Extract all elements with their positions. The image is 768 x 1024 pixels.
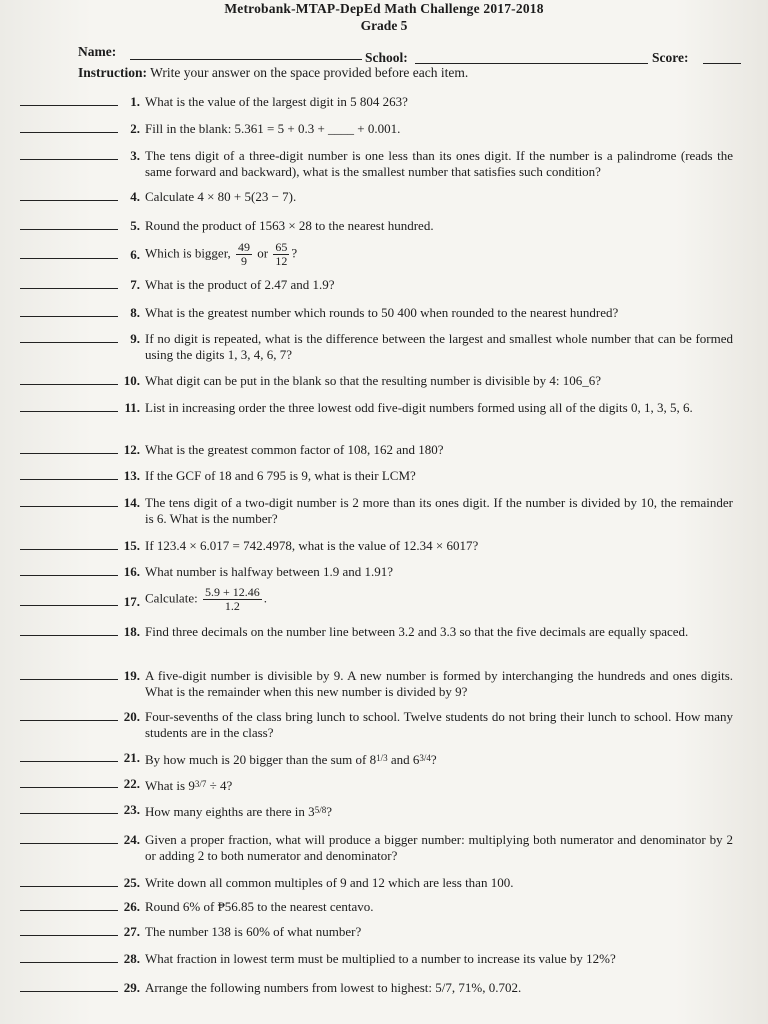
question-number: 4.: [130, 189, 140, 204]
fraction: [273, 241, 289, 268]
question-number: 16.: [123, 564, 140, 579]
answer-blank-26[interactable]: [20, 910, 118, 911]
question-number: 22.: [123, 776, 140, 791]
question-number: 7.: [130, 277, 140, 292]
question-text: What number is halfway between 1.9 and 1.91?: [145, 564, 394, 579]
question-text: The tens digit of a two-digit number is 2 more than its ones digit. If the number is divided by 10, the remainder is 6. What is the number?: [145, 495, 733, 526]
question-text-part: and 6: [387, 752, 420, 767]
answer-blank-23[interactable]: [20, 813, 118, 814]
question-text: [145, 750, 733, 768]
question-text: Four-sevenths of the class bring lunch to school. Twelve students do not bring their lunch to school. How many students are in the class?: [145, 709, 733, 740]
mixed-fraction: 1/3: [376, 753, 388, 763]
question-number: 18.: [123, 624, 140, 639]
question-text: What is the product of 2.47 and 1.9?: [145, 277, 335, 292]
question-number: 3.: [130, 148, 140, 163]
question-text: What digit can be put in the blank so that the resulting number is divisible by 4: 106_6?: [145, 373, 602, 388]
answer-blank-8[interactable]: [20, 316, 118, 317]
question-text: List in increasing order the three lowest odd five-digit numbers formed using all of the digits 0, 1, 3, 5, 6.: [145, 400, 693, 415]
answer-blank-9[interactable]: [20, 342, 118, 343]
answer-blank-1[interactable]: [20, 105, 118, 106]
question-text: Write down all common multiples of 9 and 12 which are less than 100.: [145, 875, 514, 890]
question-number: 11.: [124, 400, 140, 415]
question-number: 6.: [130, 247, 140, 262]
score-label: Score:: [652, 50, 689, 65]
question-number: 20.: [123, 709, 140, 724]
answer-blank-5[interactable]: [20, 229, 118, 230]
answer-blank-20[interactable]: [20, 720, 118, 721]
question-text-part: Which is bigger,: [145, 245, 231, 261]
name-label: Name:: [78, 44, 117, 59]
question-text-part: Calculate:: [145, 590, 198, 606]
question-number: 13.: [123, 468, 140, 483]
question-text: What is the greatest number which rounds to 50 400 when rounded to the nearest hundred?: [145, 305, 619, 320]
question-text: Round 6% of ₱56.85 to the nearest centavo.: [145, 899, 374, 914]
answer-blank-10[interactable]: [20, 384, 118, 385]
school-label: School:: [365, 50, 408, 65]
answer-blank-17[interactable]: [20, 605, 118, 606]
question-number: 21.: [123, 750, 140, 765]
question-text: [145, 802, 733, 820]
mixed-fraction: 3/4: [419, 753, 431, 763]
question-number: 10.: [123, 373, 140, 388]
question-number: 12.: [123, 442, 140, 457]
question-text: If the GCF of 18 and 6 795 is 9, what is their LCM?: [145, 468, 416, 483]
question-text: What fraction in lowest term must be multiplied to a number to increase its value by 12%?: [145, 951, 616, 966]
answer-blank-16[interactable]: [20, 575, 118, 576]
question-number: 25.: [123, 875, 140, 890]
question-text: Round the product of 1563 × 28 to the nearest hundred.: [145, 218, 434, 233]
question-text-part: What is 9: [145, 778, 195, 793]
grade-level: Grade 5: [360, 18, 408, 33]
question-text-part: ÷ 4?: [206, 778, 233, 793]
answer-blank-6[interactable]: [20, 258, 118, 259]
answer-blank-7[interactable]: [20, 288, 118, 289]
answer-blank-27[interactable]: [20, 935, 118, 936]
answer-blank-2[interactable]: [20, 132, 118, 133]
fraction-denominator: 12: [275, 254, 288, 268]
answer-blank-15[interactable]: [20, 549, 118, 550]
question-text-part: By how much is 20 bigger than the sum of 8: [145, 752, 377, 767]
question-number: 2.: [130, 121, 140, 136]
question-text: Arrange the following numbers from lowest to highest: 5/7, 71%, 0.702.: [145, 980, 522, 995]
question-number: 28.: [123, 951, 140, 966]
answer-blank-3[interactable]: [20, 159, 118, 160]
question-text: If no digit is repeated, what is the difference between the largest and smallest whole number that can be formed using the digits 1, 3, 4, 6, 7?: [145, 331, 733, 362]
question-number: 19.: [123, 668, 140, 683]
name-field[interactable]: [130, 58, 362, 60]
question-number: 27.: [123, 924, 140, 939]
instruction-text: Write your answer on the space provided before each item.: [150, 65, 469, 80]
question-text-part: ?: [430, 752, 437, 767]
question-number: 5.: [130, 218, 140, 233]
question-text-part: .: [263, 590, 267, 606]
fraction-numerator: 49: [238, 240, 251, 254]
question-number: 29.: [123, 980, 140, 995]
school-field[interactable]: [415, 62, 648, 64]
answer-blank-22[interactable]: [20, 787, 118, 788]
answer-blank-18[interactable]: [20, 635, 118, 636]
answer-blank-25[interactable]: [20, 886, 118, 887]
mixed-fraction: 3/7: [194, 779, 207, 789]
question-text: Given a proper fraction, what will produce a bigger number: multiplying both numerator and denominator by 2 or adding 2 to both numerator and denominator?: [145, 832, 733, 863]
fraction-denominator: 1.2: [224, 599, 240, 613]
question-number: 1.: [130, 94, 140, 109]
fraction: [203, 586, 262, 613]
question-number: 9.: [130, 331, 140, 346]
question-text: Find three decimals on the number line between 3.2 and 3.3 so that the five decimals are equally spaced.: [145, 624, 689, 639]
question-number: 26.: [123, 899, 140, 914]
answer-blank-11[interactable]: [20, 411, 118, 412]
answer-blank-29[interactable]: [20, 991, 118, 992]
answer-blank-14[interactable]: [20, 506, 118, 507]
mixed-fraction: 5/8: [314, 805, 327, 815]
question-number: 23.: [123, 802, 140, 817]
question-text-part: ?: [326, 804, 332, 819]
fraction-numerator: 5.9 + 12.46: [204, 585, 260, 599]
answer-blank-4[interactable]: [20, 200, 118, 201]
question-text: The number 138 is 60% of what number?: [145, 924, 362, 939]
question-number: 17.: [123, 594, 140, 609]
question-text: [145, 776, 733, 794]
question-text: A five-digit number is divisible by 9. A new number is formed by interchanging the hundreds and ones digits. What is the remainder when this new number is divided by 9?: [145, 668, 733, 699]
instruction: [78, 65, 468, 81]
instruction-label: Instruction:: [78, 65, 148, 80]
question-text-part: How many eighths are there in 3: [145, 804, 315, 819]
question-text: What is the value of the largest digit in 5 804 263?: [145, 94, 408, 109]
question-text: Calculate 4 × 80 + 5(23 − 7).: [145, 189, 297, 204]
answer-blank-12[interactable]: [20, 453, 118, 454]
answer-blank-19[interactable]: [20, 679, 118, 680]
question-text: Fill in the blank: 5.361 = 5 + 0.3 + ____ + 0.001.: [145, 121, 401, 136]
question-text: [145, 241, 733, 268]
question-number: 8.: [130, 305, 140, 320]
question-text: What is the greatest common factor of 108, 162 and 180?: [145, 442, 444, 457]
question-text-part: ?: [291, 245, 298, 261]
score-field[interactable]: [703, 62, 741, 64]
fraction-denominator: 9: [241, 254, 248, 268]
page-title: Metrobank-MTAP-DepEd Math Challenge 2017-2018: [224, 1, 544, 16]
fraction: [236, 241, 252, 268]
question-number: 24.: [123, 832, 140, 847]
question-text: [145, 586, 733, 613]
answer-blank-21[interactable]: [20, 761, 118, 762]
answer-blank-24[interactable]: [20, 843, 118, 844]
question-number: 15.: [123, 538, 140, 553]
question-text: The tens digit of a three-digit number is one less than its ones digit. If the number is a palindrome (reads the same forward and backward), what is the smallest number that satisfies such condition?: [145, 148, 733, 179]
answer-blank-28[interactable]: [20, 962, 118, 963]
question-number: 14.: [123, 495, 140, 510]
question-text-part: or: [257, 245, 269, 261]
fraction-numerator: 65: [275, 240, 288, 254]
question-text: If 123.4 × 6.017 = 742.4978, what is the value of 12.34 × 6017?: [145, 538, 479, 553]
answer-blank-13[interactable]: [20, 479, 118, 480]
